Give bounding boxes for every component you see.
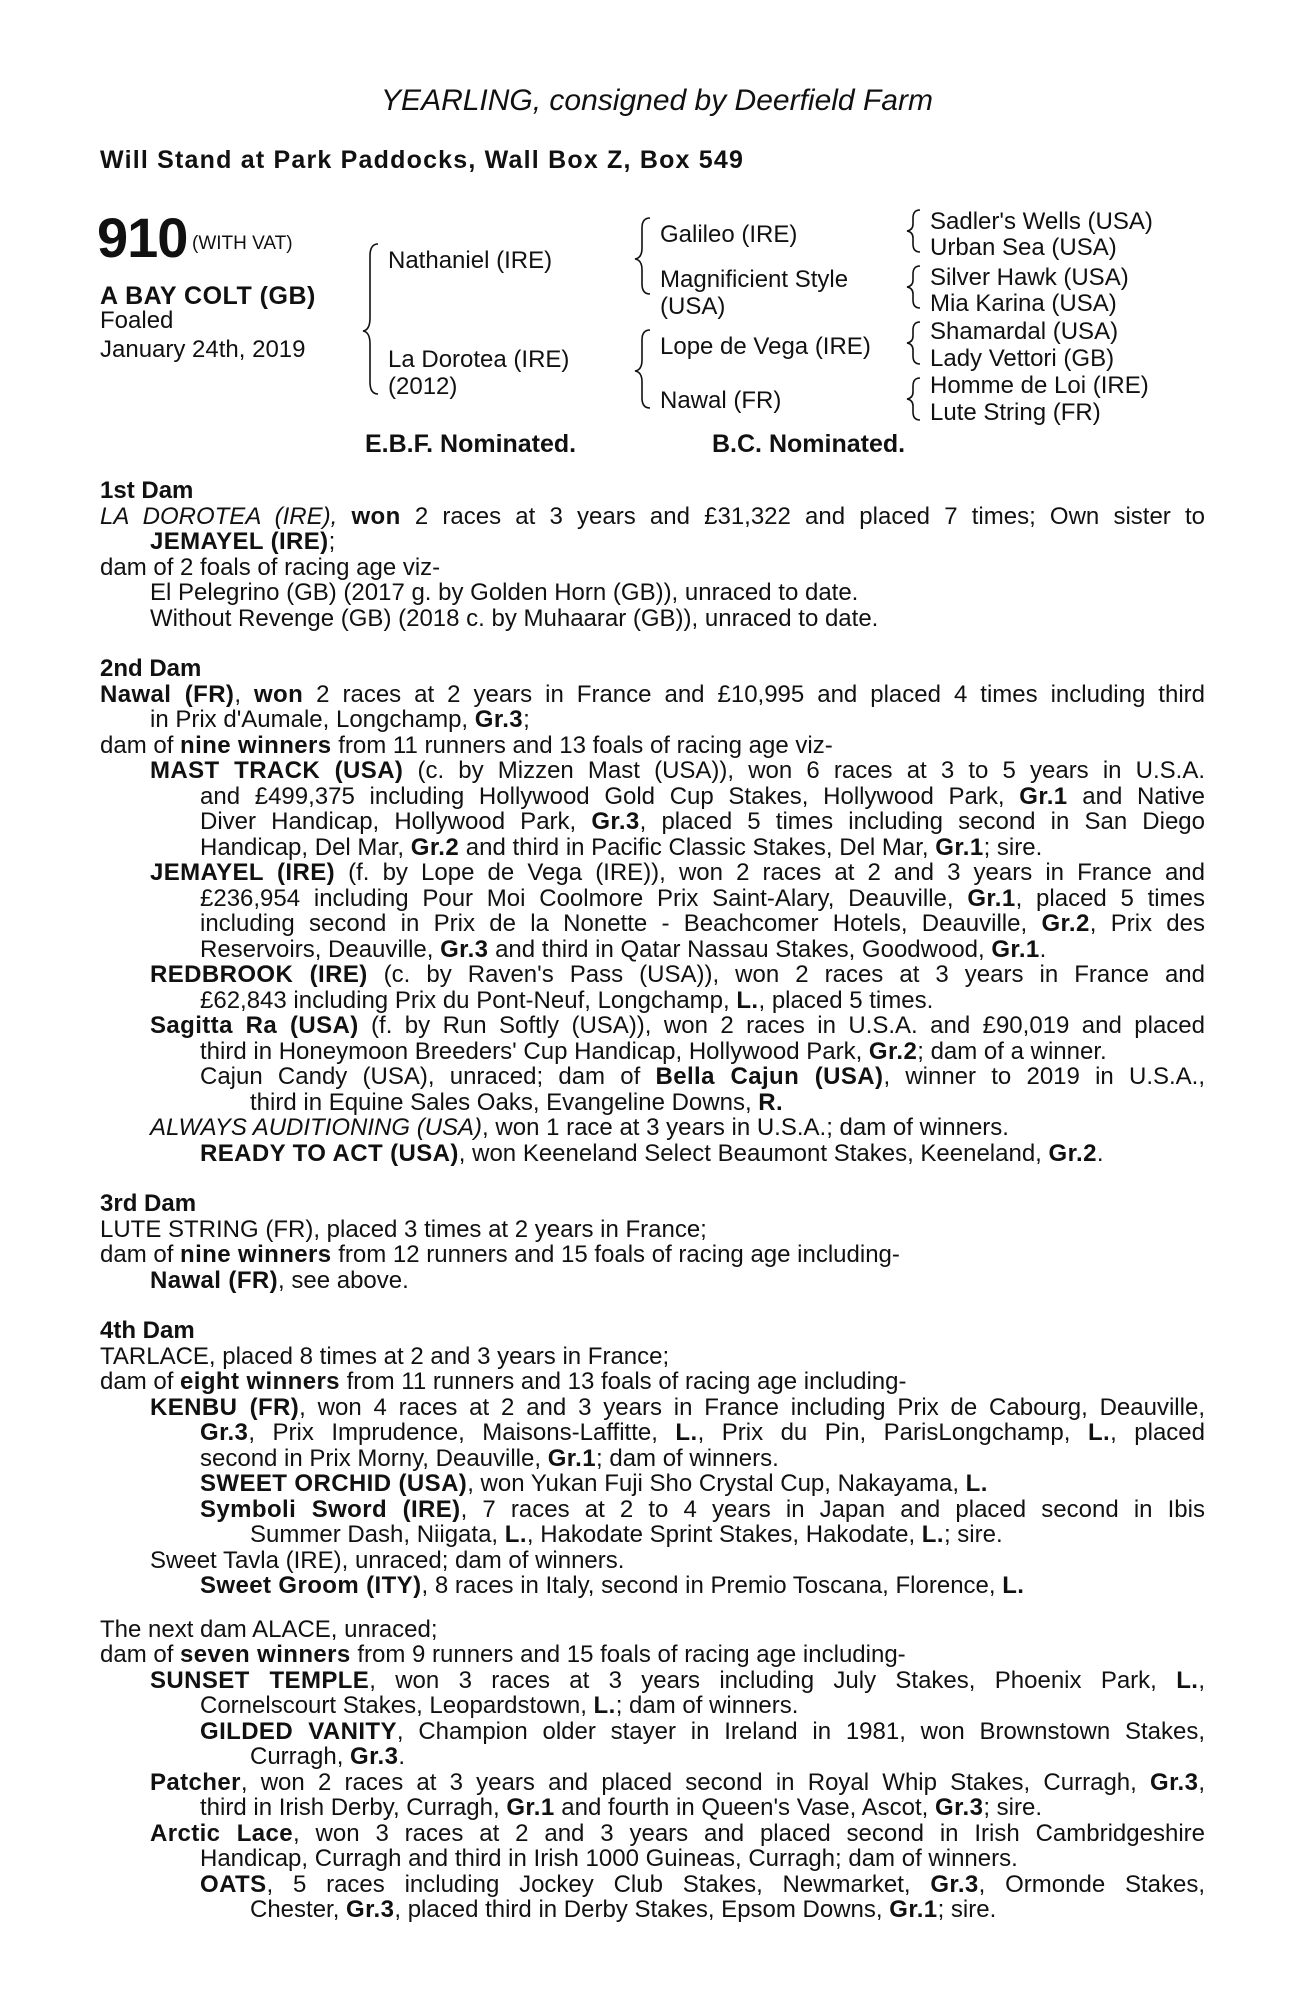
next-dam-line: The next dam ALACE, unraced; [100, 1615, 438, 1643]
progeny-entry: Reservoirs, Deauville, Gr.3 and third in Qatar Nassau Stakes, Goodwood, Gr.1. [200, 935, 1047, 963]
progeny-entry: Sweet Tavla (IRE), unraced; dam of winners. [150, 1546, 625, 1574]
pedigree-sire-dam-line2: (USA) [660, 293, 726, 320]
fourth-dam-line: TARLACE, placed 8 times at 2 and 3 years in France; [100, 1342, 670, 1370]
first-dam-title: 1st Dam [100, 477, 194, 504]
progeny-entry: REDBROOK (IRE) (c. by Raven's Pass (USA)), won 2 races at 3 years in France and [150, 961, 1205, 988]
ebf-nomination: E.B.F. Nominated. [365, 430, 577, 458]
consignment-heading: YEARLING, consigned by Deerfield Farm [381, 84, 933, 117]
progeny-entry: Diver Handicap, Hollywood Park, Gr.3, placed 5 times including second in San Diego [200, 808, 1206, 835]
progeny-entry: third in Irish Derby, Curragh, Gr.1 and fourth in Queen's Vase, Ascot, Gr.3; sire. [200, 1794, 1043, 1821]
pedigree-dss: Shamardal (USA) [930, 318, 1119, 345]
catalogue-text [100, 478, 1205, 1923]
progeny-entry: Handicap, Del Mar, Gr.2 and third in Pacific Classic Stakes, Del Mar, Gr.1; sire. [200, 833, 1043, 861]
pedigree-sire: Nathaniel (IRE) [388, 247, 553, 274]
lot-number: 910 [97, 206, 188, 269]
third-dam-line: dam of nine winners from 12 runners and 15 foals of racing age including- [100, 1241, 900, 1268]
foal-entry: Without Revenge (GB) (2018 c. by Muhaarar (GB)), unraced to date. [150, 604, 879, 632]
second-dam-line: dam of nine winners from 11 runners and 13 foals of racing age viz- [100, 731, 833, 759]
progeny-entry: Patcher, won 2 races at 3 years and placed second in Royal Whip Stakes, Curragh, Gr.3, [150, 1768, 1205, 1796]
progeny-entry: third in Equine Sales Oaks, Evangeline Downs, R. [250, 1088, 784, 1116]
progeny-entry: Cajun Candy (USA), unraced; dam of Bella Cajun (USA), winner to 2019 in U.S.A., [200, 1063, 1206, 1090]
progeny-entry: Sweet Groom (ITY), 8 races in Italy, second in Premio Toscana, Florence, L. [200, 1572, 1025, 1599]
pedigree-dsd: Lady Vettori (GB) [930, 345, 1115, 372]
progeny-entry: £236,954 including Pour Moi Coolmore Prix Saint-Alary, Deauville, Gr.1, placed 5 times [200, 884, 1205, 912]
progeny-entry: second in Prix Morny, Deauville, Gr.1; dam of winners. [200, 1444, 779, 1472]
first-dam-line: dam of 2 foals of racing age viz- [100, 553, 441, 581]
pedigree-dam-sire: Lope de Vega (IRE) [660, 333, 871, 360]
progeny-entry: Summer Dash, Niigata, L., Hakodate Sprint Stakes, Hakodate, L.; sire. [250, 1521, 1003, 1548]
progeny-entry: SUNSET TEMPLE, won 3 races at 3 years including July Stakes, Phoenix Park, L., [150, 1666, 1205, 1694]
progeny-entry: KENBU (FR), won 4 races at 2 and 3 years in France including Prix de Cabourg, Deauville, [150, 1393, 1205, 1421]
pedigree-sire-dam-line1: Magnificient Style [660, 266, 849, 293]
next-dam-line: dam of seven winners from 9 runners and 15 foals of racing age including- [100, 1641, 906, 1668]
progeny-entry: ALWAYS AUDITIONING (USA), won 1 race at 3 years in U.S.A.; dam of winners. [150, 1114, 1009, 1141]
pedigree-dds: Homme de Loi (IRE) [930, 372, 1149, 399]
progeny-entry: SWEET ORCHID (USA), won Yukan Fuji Sho Crystal Cup, Nakayama, L. [200, 1470, 988, 1497]
pedigree-sdd: Mia Karina (USA) [930, 290, 1117, 317]
progeny-entry: third in Honeymoon Breeders' Cup Handicap, Hollywood Park, Gr.2; dam of a winner. [200, 1037, 1107, 1065]
second-dam-line: in Prix d'Aumale, Longchamp, Gr.3; [150, 706, 530, 733]
pedigree-sire-sire: Galileo (IRE) [660, 221, 798, 248]
pedigree-dam-line2: (2012) [388, 373, 458, 400]
progeny-entry: Symboli Sword (IRE), 7 races at 2 to 4 years in Japan and placed second in Ibis [200, 1495, 1205, 1523]
pedigree-dam-dam: Nawal (FR) [660, 387, 782, 414]
second-dam-line: Nawal (FR), won 2 races at 2 years in France and £10,995 and placed 4 times including third [100, 680, 1205, 708]
foaled-date: January 24th, 2019 [100, 336, 306, 363]
bc-nomination: B.C. Nominated. [712, 430, 906, 458]
pedigree-dam-line1: La Dorotea (IRE) [388, 346, 570, 373]
progeny-entry: Gr.3, Prix Imprudence, Maisons-Laffitte, L., Prix du Pin, ParisLongchamp, L., placed [200, 1419, 1205, 1446]
pedigree-ssd: Urban Sea (USA) [930, 234, 1117, 261]
progeny-entry: Nawal (FR), see above. [150, 1266, 409, 1294]
progeny-entry: Arctic Lace, won 3 races at 2 and 3 years and placed second in Irish Cambridgeshire [150, 1819, 1205, 1847]
progeny-entry: JEMAYEL (IRE) (f. by Lope de Vega (IRE)), won 2 races at 2 and 3 years in France and [150, 859, 1205, 886]
foaled-label: Foaled [100, 307, 174, 334]
progeny-entry: Handicap, Curragh and third in Irish 1000 Guineas, Curragh; dam of winners. [200, 1845, 1018, 1872]
fourth-dam-line: dam of eight winners from 11 runners and 13 foals of racing age including- [100, 1368, 907, 1395]
progeny-entry: Chester, Gr.3, placed third in Derby Stakes, Epsom Downs, Gr.1; sire. [250, 1896, 997, 1923]
progeny-entry: Cornelscourt Stakes, Leopardstown, L.; dam of winners. [200, 1692, 799, 1719]
second-dam-title: 2nd Dam [100, 655, 202, 682]
progeny-entry: and £499,375 including Hollywood Gold Cup Stakes, Hollywood Park, Gr.1 and Native [200, 782, 1205, 810]
pedigree-ddd: Lute String (FR) [930, 399, 1101, 426]
third-dam-title: 3rd Dam [100, 1190, 197, 1217]
stand-location: Will Stand at Park Paddocks, Wall Box Z, Box 549 [100, 146, 745, 174]
progeny-entry: READY TO ACT (USA), won Keeneland Select Beaumont Stakes, Keeneland, Gr.2. [200, 1139, 1104, 1167]
fourth-dam-title: 4th Dam [100, 1317, 195, 1344]
first-dam-line: LA DOROTEA (IRE), won 2 races at 3 years and £31,322 and placed 7 times; Own sister to [100, 502, 1206, 530]
foal-entry: El Pelegrino (GB) (2017 g. by Golden Horn (GB)), unraced to date. [150, 579, 859, 606]
pedigree-sss: Sadler's Wells (USA) [930, 208, 1153, 235]
progeny-entry: £62,843 including Prix du Pont-Neuf, Longchamp, L., placed 5 times. [200, 986, 934, 1014]
progeny-entry: including second in Prix de la Nonette - Beachcomer Hotels, Deauville, Gr.2, Prix des [200, 910, 1205, 937]
progeny-entry: MAST TRACK (USA) (c. by Mizzen Mast (USA)), won 6 races at 3 to 5 years in U.S.A. [150, 757, 1205, 784]
progeny-entry: Sagitta Ra (USA) (f. by Run Softly (USA)), won 2 races in U.S.A. and £90,019 and placed [150, 1012, 1205, 1039]
pedigree-sds: Silver Hawk (USA) [930, 264, 1129, 291]
progeny-entry: Curragh, Gr.3. [250, 1743, 406, 1770]
progeny-entry: GILDED VANITY, Champion older stayer in Ireland in 1981, won Brownstown Stakes, [200, 1717, 1205, 1745]
third-dam-line: LUTE STRING (FR), placed 3 times at 2 years in France; [100, 1215, 707, 1243]
lot-description: A BAY COLT (GB) [100, 282, 316, 310]
vat-note: (WITH VAT) [192, 233, 293, 254]
progeny-entry: OATS, 5 races including Jockey Club Stakes, Newmarket, Gr.3, Ormonde Stakes, [200, 1870, 1205, 1898]
first-dam-line: JEMAYEL (IRE); [150, 528, 336, 555]
